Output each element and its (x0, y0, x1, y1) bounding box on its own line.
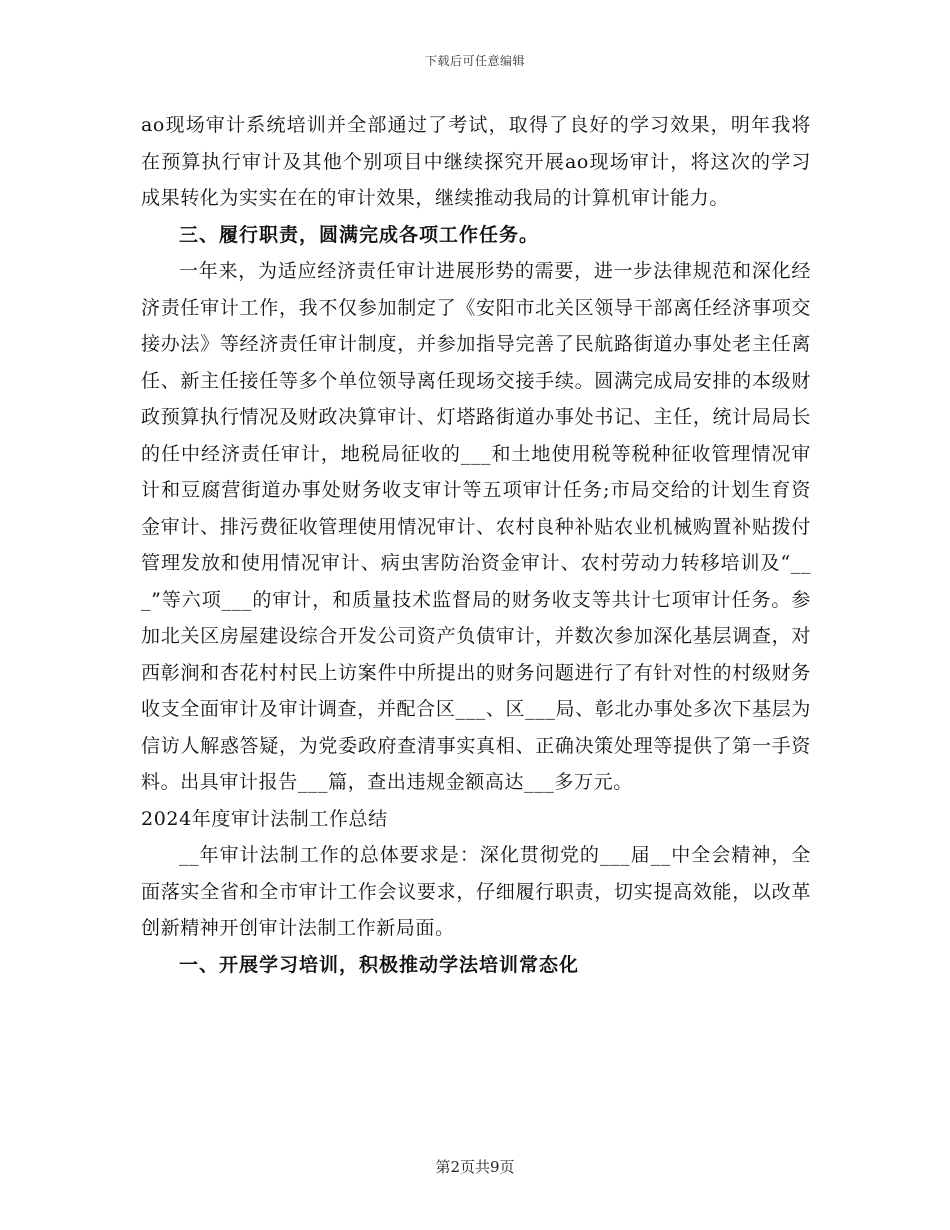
paragraph-requirements: __年审计法制工作的总体要求是：深化贯彻党的___届__中全会精神，全面落实全省和全市审计工作会议要求，仔细履行职责，切实提高效能，以改革创新精神开创审计法制工作新局面。 (141, 844, 811, 939)
paragraph-duties: 一年来，为适应经济责任审计进展形势的需要，进一步法律规范和深化经济责任审计工作，我不仅参加制定了《安阳市北关区领导干部离任经济事项交接办法》等经济责任审计制度，并参加指导完善了民航路街道办事处老主任离任、新主任接任等多个单位领导离任现场交接手续。圆满完成局安排的本级财政预算执行情况及财政决算审计、灯塔路街道办事处书记、主任，统计局局长的任中经济责任审计，地税局征收的___和土地使用税等税种征收管理情况审计和豆腐营街道办事处财务收支审计等五项审计任务;市局交给的计划生育资金审计、排污费征收管理使用情况审计、农村良种补贴农业机械购置补贴拨付管理发放和使用情况审计、病虫害防治资金审计、农村劳动力转移培训及“___”等六项___的审计，和质量技术监督局的财务收支等共计七项审计任务。参加北关区房屋建设综合开发公司资产负债审计，并数次参加深化基层调查，对西彰涧和杏花村村民上访案件中所提出的财务问题进行了有针对性的村级财务收支全面审计及审计调查，并配合区___、区___局、彰北办事处多次下基层为信访人解惑答疑，为党委政府查清事实真相、正确决策处理等提供了第一手资料。出具审计报告___篇，查出违规金额高达___多万元。 (141, 260, 811, 793)
page-header: 下载后可任意编辑 (424, 54, 525, 68)
section-heading-1: 一、开展学习培训，积极推动学法培训常态化 (179, 953, 580, 976)
paragraph-ao-training: ao现场审计系统培训并全部通过了考试，取得了良好的学习效果，明年我将在预算执行审计及其他个别项目中继续探究开展ao现场审计，将这次的学习成果转化为实实在在的审计效果，继续推动我局的计算机审计能力。 (141, 114, 811, 209)
section-heading-3: 三、履行职责，圆满完成各项工作任务。 (179, 223, 540, 246)
document-body (141, 107, 811, 983)
page-footer: 第2页共9页 (435, 1158, 515, 1176)
document-title: 2024年度审计法制工作总结 (141, 807, 388, 830)
